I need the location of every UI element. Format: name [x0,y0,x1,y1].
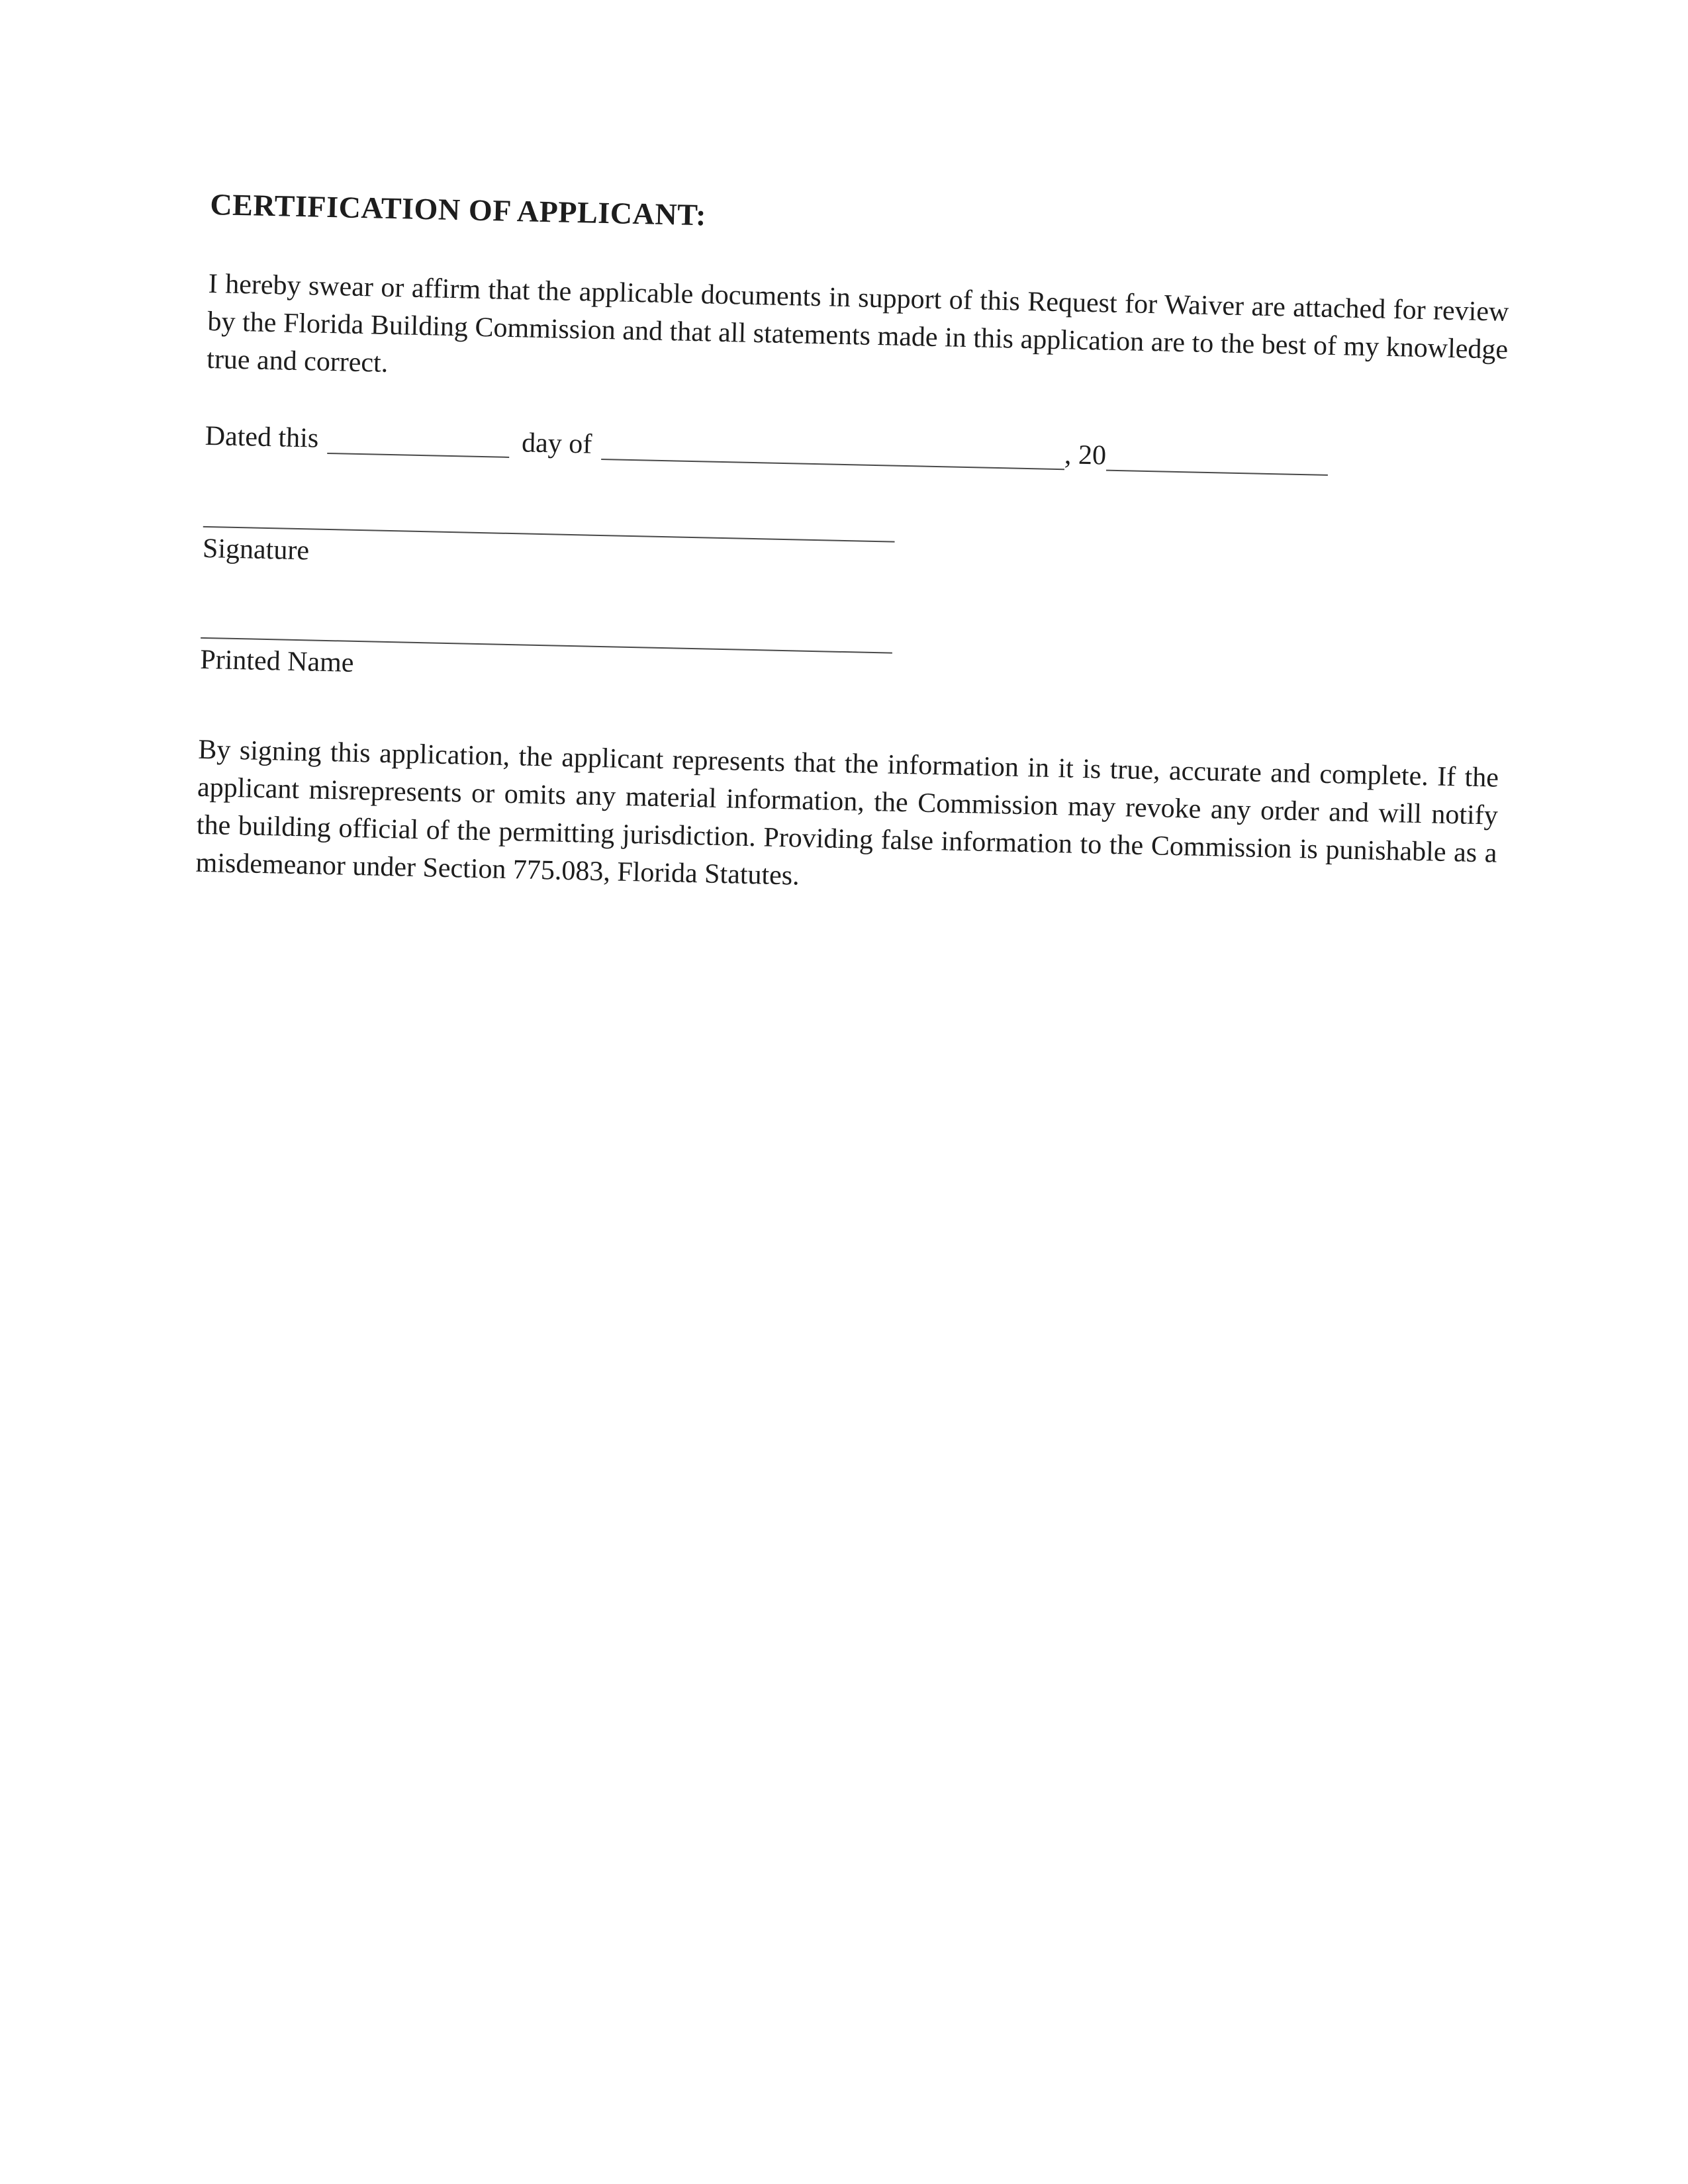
dated-line [205,417,1506,480]
document-content [195,187,1511,911]
dated-month-blank [601,432,1065,470]
signature-block [203,526,1504,593]
dated-day-blank [328,426,510,458]
signature-label: Signature [202,533,310,567]
disclaimer-paragraph: By signing this application, the applicant represents that the information in it is true, accurate and complete. If the applicant misrepresents or omits any material information, the Commission may revoke any order and will notify the building official of the permitting jurisdiction. Providing false information to the Commission is punishable as a misdemeanor under Section 775.083, Florida Statutes. [195,734,1499,891]
day-of-label: day of [521,428,592,460]
certification-paragraph: I hereby swear or affirm that the applicable documents in support of this Request for Waiver are attached for review by the Florida Building Commission and that all statements made in this application are to the best of my knowledge true and correct. [206,268,1509,379]
dated-this-label: Dated this [205,420,319,454]
document-title: CERTIFICATION OF APPLICANT: [209,187,707,232]
printed-name-label: Printed Name [199,644,354,678]
printed-name-block [200,637,1501,704]
year-prefix-label: , 20 [1064,439,1107,471]
dated-year-blank [1106,443,1329,476]
